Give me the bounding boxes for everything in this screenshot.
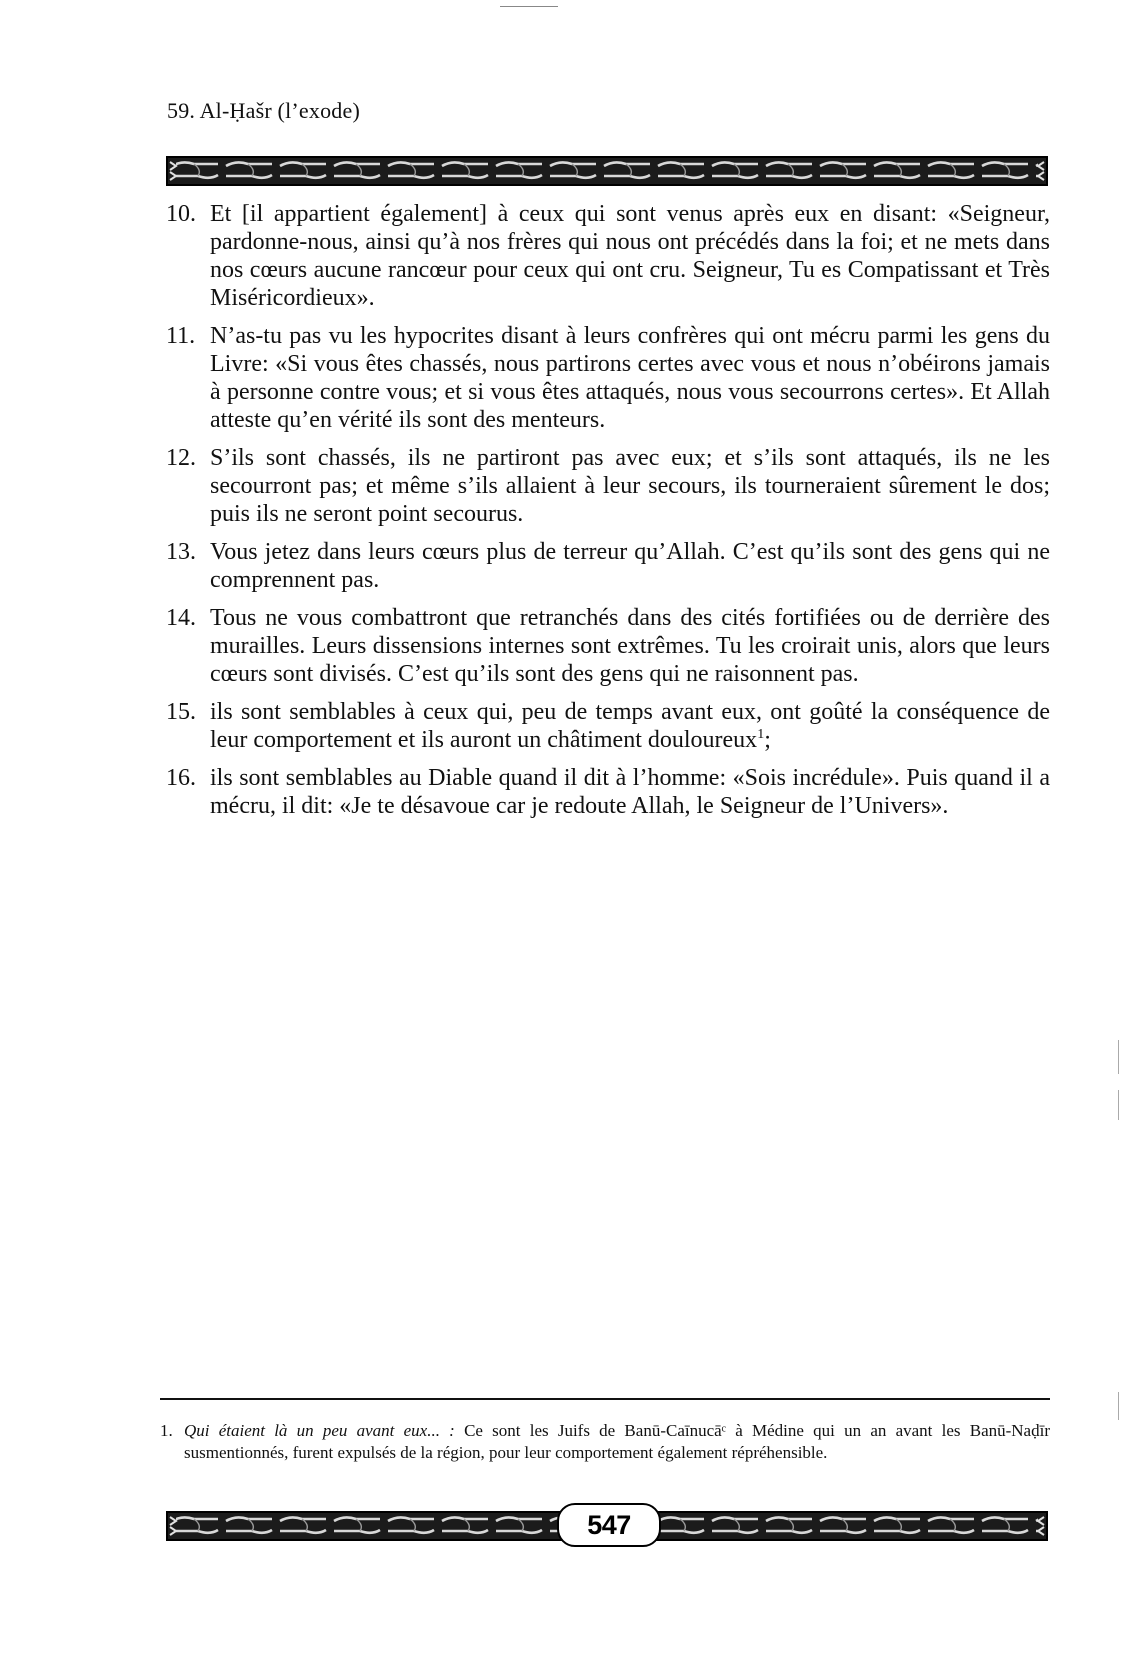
verse-text: ils sont semblables au Diable quand il dit à l’homme: «Sois incrédule». Puis quand il a mécru, il dit: «Je te désavoue car je redoute Allah, le Seigneur de l’Univers». (210, 765, 1050, 819)
footnote-body: Ce sont les Juifs de Banū-Caīnucāᶜ à Médine qui un an avant les Banū-Naḍīr susmentionnés, furent expulsés de la région, pour leur comportement également répréhensible. (184, 1421, 1050, 1462)
verse-text: Vous jetez dans leurs cœurs plus de terreur qu’Allah. C’est qu’ils sont des gens qui ne comprennent pas. (210, 539, 1050, 593)
verse-item (166, 698, 1050, 754)
verse-item (166, 322, 1050, 434)
page-number: 547 (557, 1503, 661, 1547)
verse-item (166, 764, 1050, 820)
footnote-text (184, 1420, 1050, 1464)
verse-text: Tous ne vous combattront que retranchés dans des cités fortifiées ou de derrière des murailles. Leurs dissensions internes sont extrêmes. Tu les croirait unis, alors que leurs cœurs sont divisés. C’est qu’ils sont des gens qui ne raisonnent pas. (210, 605, 1050, 687)
verse-text-tail: ; (764, 727, 771, 753)
footnote-lead: Qui étaient là un peu avant eux... : (184, 1421, 455, 1440)
verse-text: S’ils sont chassés, ils ne partiront pas avec eux; et s’ils sont attaqués, ils ne les secourront pas; et même s’ils allaient à leur secours, ils tourneraient sûrement le dos; puis ils ne seront point secourus. (210, 445, 1050, 527)
verse-number: 11. (166, 323, 196, 349)
verse-item (166, 444, 1050, 528)
verse-number: 16. (166, 765, 196, 791)
verse-number: 15. (166, 699, 196, 725)
verse-number: 13. (166, 539, 196, 565)
verse-text (210, 698, 1050, 754)
scan-edge-mark (1118, 1090, 1119, 1120)
verse-item (166, 604, 1050, 688)
running-header: 59. Al-Ḥašr (l’exode) (167, 98, 360, 123)
verse-item (166, 538, 1050, 594)
verse-number: 14. (166, 605, 196, 631)
chain-ornament-icon (168, 158, 1046, 184)
verse-text-body: ils sont semblables à ceux qui, peu de temps avant eux, ont goûté la conséquence de leur comportement et ils auront un châtiment douloureux (210, 699, 1050, 753)
verse-list (166, 200, 1050, 830)
verse-number: 10. (166, 201, 196, 227)
verse-text: Et [il appartient également] à ceux qui sont venus après eux en disant: «Seigneur, pardonne-nous, ainsi qu’à nos frères qui nous ont précédés dans la foi; et ne mets dans nos cœurs aucune rancœur pour ceux qui ont cru. Seigneur, Tu es Compatissant et Très Miséricordieux». (210, 201, 1050, 311)
footnote-number: 1. (160, 1421, 173, 1440)
footnote-divider (160, 1398, 1050, 1400)
scan-edge-mark (1118, 1392, 1119, 1420)
footnote (160, 1420, 1050, 1464)
footnote-reference[interactable]: 1 (757, 727, 765, 742)
verse-item (166, 200, 1050, 312)
scan-edge-mark (1118, 1040, 1119, 1074)
verse-number: 12. (166, 445, 196, 471)
scan-artifact-line (500, 6, 558, 7)
ornament-band-top (166, 156, 1048, 186)
verse-text: N’as-tu pas vu les hypocrites disant à leurs confrères qui ont mécru parmi les gens du Livre: «Si vous êtes chassés, nous partirons certes avec vous et nous n’obéirons jamais à personne contre vous; et si vous êtes attaqués, nous vous secourrons certes». Et Allah atteste qu’en vérité ils sont des menteurs. (210, 323, 1050, 433)
